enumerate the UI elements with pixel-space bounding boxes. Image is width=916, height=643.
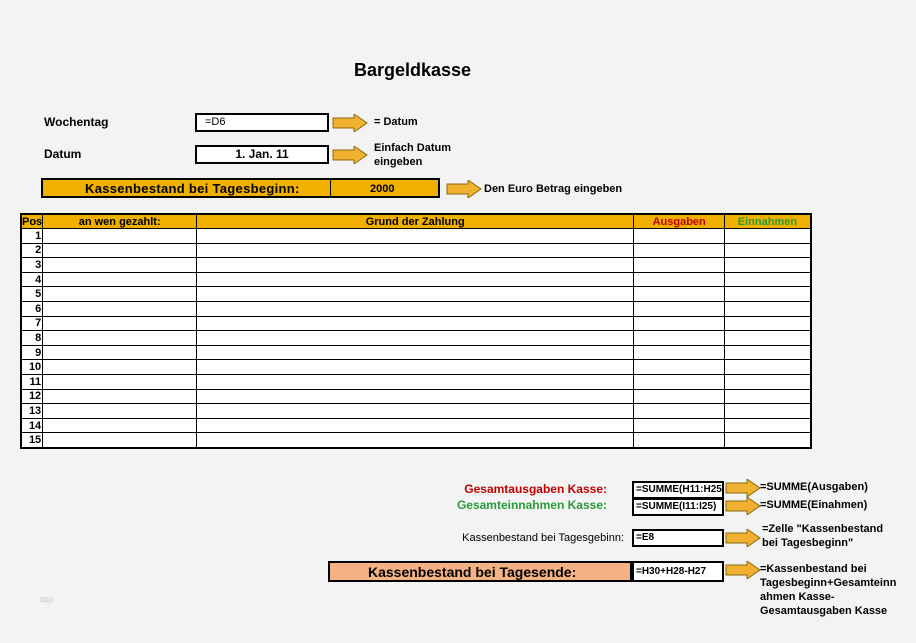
datum-label: Datum bbox=[44, 147, 82, 161]
ausgaben-cell[interactable] bbox=[634, 302, 725, 317]
gesamteinnahmen-note: =SUMME(Einahmen) bbox=[760, 499, 868, 511]
arrow-right-icon bbox=[332, 114, 368, 132]
bestand-note bbox=[762, 522, 883, 550]
row-pos: 8 bbox=[21, 331, 43, 346]
gesamtausgaben-label: Gesamtausgaben Kasse: bbox=[464, 482, 607, 496]
row-pos: 14 bbox=[21, 418, 43, 433]
an-wen-cell[interactable] bbox=[43, 360, 197, 375]
wochentag-label: Wochentag bbox=[44, 115, 109, 129]
row-pos: 1 bbox=[21, 229, 43, 244]
bestand-value[interactable]: =E8 bbox=[632, 529, 724, 547]
an-wen-cell[interactable] bbox=[43, 243, 197, 258]
einnahmen-cell[interactable] bbox=[725, 433, 811, 448]
ausgaben-cell[interactable] bbox=[634, 418, 725, 433]
kassenbestand-start-label: Kassenbestand bei Tagesbeginn: bbox=[85, 181, 300, 196]
table-row bbox=[21, 345, 811, 360]
ausgaben-cell[interactable] bbox=[634, 258, 725, 273]
row-pos: 6 bbox=[21, 302, 43, 317]
watermark: tipp bbox=[40, 595, 53, 604]
tagesende-note-line2: Tagesbeginn+Gesamteinn bbox=[760, 577, 897, 589]
ausgaben-cell[interactable] bbox=[634, 375, 725, 390]
header-ausgaben: Ausgaben bbox=[634, 214, 725, 229]
tagesende-note-line3: ahmen Kasse- bbox=[760, 591, 835, 603]
grund-cell[interactable] bbox=[197, 389, 634, 404]
wochentag-note: = Datum bbox=[374, 116, 418, 128]
einnahmen-cell[interactable] bbox=[725, 345, 811, 360]
an-wen-cell[interactable] bbox=[43, 418, 197, 433]
wochentag-cell[interactable]: =D6 bbox=[195, 113, 329, 132]
an-wen-cell[interactable] bbox=[43, 229, 197, 244]
table-header-row bbox=[21, 214, 811, 229]
an-wen-cell[interactable] bbox=[43, 287, 197, 302]
einnahmen-cell[interactable] bbox=[725, 243, 811, 258]
ausgaben-cell[interactable] bbox=[634, 389, 725, 404]
arrow-right-icon bbox=[446, 180, 482, 198]
row-pos: 12 bbox=[21, 389, 43, 404]
gesamtausgaben-value[interactable]: =SUMME(H11:H25 bbox=[632, 481, 724, 499]
cash-table bbox=[20, 213, 812, 449]
row-pos: 10 bbox=[21, 360, 43, 375]
grund-cell[interactable] bbox=[197, 360, 634, 375]
an-wen-cell[interactable] bbox=[43, 389, 197, 404]
bestand-label: Kassenbestand bei Tagesgebinn: bbox=[462, 532, 624, 544]
ausgaben-cell[interactable] bbox=[634, 345, 725, 360]
table-row bbox=[21, 389, 811, 404]
divider bbox=[330, 178, 331, 198]
gesamtausgaben-note: =SUMME(Ausgaben) bbox=[760, 481, 868, 493]
arrow-right-icon bbox=[725, 561, 761, 579]
grund-cell[interactable] bbox=[197, 418, 634, 433]
an-wen-cell[interactable] bbox=[43, 316, 197, 331]
datum-note-line1: Einfach Datum bbox=[374, 142, 452, 154]
grund-cell[interactable] bbox=[197, 287, 634, 302]
tagesende-row bbox=[328, 561, 632, 582]
ausgaben-cell[interactable] bbox=[634, 331, 725, 346]
einnahmen-cell[interactable] bbox=[725, 404, 811, 419]
grund-cell[interactable] bbox=[197, 272, 634, 287]
tagesende-note bbox=[760, 562, 896, 618]
table-row bbox=[21, 258, 811, 273]
an-wen-cell[interactable] bbox=[43, 272, 197, 287]
arrow-right-icon bbox=[725, 479, 761, 497]
an-wen-cell[interactable] bbox=[43, 375, 197, 390]
ausgaben-cell[interactable] bbox=[634, 287, 725, 302]
einnahmen-cell[interactable] bbox=[725, 229, 811, 244]
arrow-right-icon bbox=[725, 497, 761, 515]
table-row bbox=[21, 433, 811, 448]
tagesende-label: Kassenbestand bei Tagesende: bbox=[368, 564, 577, 580]
grund-cell[interactable] bbox=[197, 243, 634, 258]
datum-note-line2: eingeben bbox=[374, 156, 423, 168]
grund-cell[interactable] bbox=[197, 375, 634, 390]
kassenbestand-start-note: Den Euro Betrag eingeben bbox=[484, 183, 623, 195]
table-row bbox=[21, 404, 811, 419]
row-pos: 15 bbox=[21, 433, 43, 448]
ausgaben-cell[interactable] bbox=[634, 243, 725, 258]
row-pos: 5 bbox=[21, 287, 43, 302]
arrow-right-icon bbox=[332, 146, 368, 164]
ausgaben-cell[interactable] bbox=[634, 404, 725, 419]
an-wen-cell[interactable] bbox=[43, 331, 197, 346]
ausgaben-cell[interactable] bbox=[634, 229, 725, 244]
grund-cell[interactable] bbox=[197, 316, 634, 331]
grund-cell[interactable] bbox=[197, 258, 634, 273]
gesamteinnahmen-label: Gesamteinnahmen Kasse: bbox=[456, 498, 607, 512]
an-wen-cell[interactable] bbox=[43, 433, 197, 448]
datum-note bbox=[374, 141, 451, 169]
ausgaben-cell[interactable] bbox=[634, 433, 725, 448]
page-title: Bargeldkasse bbox=[354, 60, 472, 80]
einnahmen-cell[interactable] bbox=[725, 375, 811, 390]
an-wen-cell[interactable] bbox=[43, 345, 197, 360]
ausgaben-cell[interactable] bbox=[634, 360, 725, 375]
einnahmen-cell[interactable] bbox=[725, 287, 811, 302]
an-wen-cell[interactable] bbox=[43, 302, 197, 317]
table-row bbox=[21, 418, 811, 433]
gesamteinnahmen-value[interactable]: =SUMME(I11:I25) bbox=[632, 498, 724, 516]
table-row bbox=[21, 360, 811, 375]
table-row bbox=[21, 331, 811, 346]
einnahmen-cell[interactable] bbox=[725, 331, 811, 346]
row-pos: 11 bbox=[21, 375, 43, 390]
grund-cell[interactable] bbox=[197, 433, 634, 448]
tagesende-value[interactable]: =H30+H28-H27 bbox=[632, 561, 724, 582]
table-row bbox=[21, 229, 811, 244]
header-grund: Grund der Zahlung bbox=[197, 214, 634, 229]
tagesende-note-line1: =Kassenbestand bei bbox=[760, 563, 867, 575]
row-pos: 9 bbox=[21, 345, 43, 360]
header-einnahmen: Einnahmen bbox=[725, 214, 811, 229]
einnahmen-cell[interactable] bbox=[725, 316, 811, 331]
header-pos: Pos bbox=[22, 215, 43, 228]
header-an-wen: an wen gezahlt: bbox=[43, 214, 197, 229]
bestand-note-line1: =Zelle "Kassenbestand bbox=[762, 523, 884, 535]
ausgaben-cell[interactable] bbox=[634, 316, 725, 331]
an-wen-cell[interactable] bbox=[43, 404, 197, 419]
grund-cell[interactable] bbox=[197, 404, 634, 419]
row-pos: 7 bbox=[21, 316, 43, 331]
grund-cell[interactable] bbox=[197, 345, 634, 360]
kassenbestand-start-value[interactable]: 2000 bbox=[370, 183, 395, 195]
kassenbestand-start-row bbox=[41, 178, 440, 198]
einnahmen-cell[interactable] bbox=[725, 360, 811, 375]
table-row bbox=[21, 272, 811, 287]
grund-cell[interactable] bbox=[197, 302, 634, 317]
einnahmen-cell[interactable] bbox=[725, 258, 811, 273]
ausgaben-cell[interactable] bbox=[634, 272, 725, 287]
grund-cell[interactable] bbox=[197, 229, 634, 244]
row-pos: 3 bbox=[21, 258, 43, 273]
table-row bbox=[21, 375, 811, 390]
row-pos: 13 bbox=[21, 404, 43, 419]
grund-cell[interactable] bbox=[197, 331, 634, 346]
einnahmen-cell[interactable] bbox=[725, 302, 811, 317]
tagesende-note-line4: Gesamtausgaben Kasse bbox=[760, 605, 888, 617]
table-row bbox=[21, 287, 811, 302]
datum-cell[interactable]: 1. Jan. 11 bbox=[195, 145, 329, 164]
row-pos: 4 bbox=[21, 272, 43, 287]
an-wen-cell[interactable] bbox=[43, 258, 197, 273]
arrow-right-icon bbox=[725, 529, 761, 547]
table-row bbox=[21, 316, 811, 331]
einnahmen-cell[interactable] bbox=[725, 272, 811, 287]
row-pos: 2 bbox=[21, 243, 43, 258]
einnahmen-cell[interactable] bbox=[725, 418, 811, 433]
table-row bbox=[21, 302, 811, 317]
table-row bbox=[21, 243, 811, 258]
bestand-note-line2: bei Tagesbeginn" bbox=[762, 537, 854, 549]
einnahmen-cell[interactable] bbox=[725, 389, 811, 404]
